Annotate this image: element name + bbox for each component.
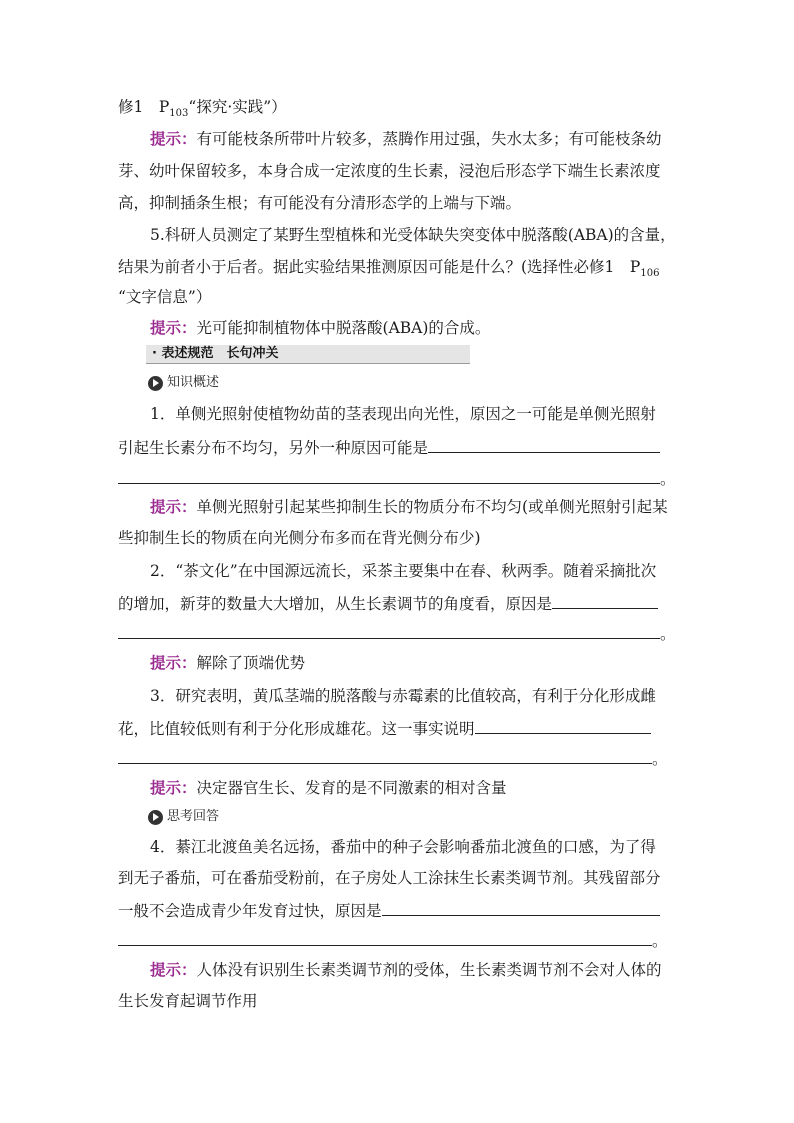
hint-label: 提示： <box>150 497 197 516</box>
q4-line1: 4．綦江北渡鱼美名远扬，番茄中的种子会影响番茄北渡鱼的口感，为了得 <box>150 838 656 856</box>
hint-label: 提示： <box>150 129 197 148</box>
q5-hint-text: 光可能抑制植物体中脱落酸(ABA)的合成。 <box>196 319 491 337</box>
q2-line3 <box>118 622 676 644</box>
q3-line3 <box>118 747 668 769</box>
q4-text3: 一般不会造成青少年发育过快，原因是 <box>118 902 382 920</box>
q4-hint-line1 <box>150 960 662 980</box>
q5-line2 <box>118 257 659 284</box>
q4-answer-blank1[interactable] <box>382 899 660 916</box>
q3-text2: 花，比值较低则有利于分化形成雄花。这一事实说明 <box>118 720 475 738</box>
q4-answer-blank2[interactable] <box>118 929 652 946</box>
hint-label: 提示： <box>150 318 197 337</box>
q3-answer-blank2[interactable] <box>118 747 652 764</box>
q2-text2: 的增加，新芽的数量大大增加，从生长素调节的角度看，原因是 <box>118 595 553 613</box>
section-band-title: · 表述规范 长句冲关 <box>152 346 279 361</box>
q1-period: 。 <box>660 470 676 488</box>
q2-answer-blank2[interactable] <box>118 622 660 639</box>
q1-hint-line2: 些抑制生长的物质在向光侧分布多而在背光侧分布少) <box>118 529 481 547</box>
q2-hint-text: 解除了顶端优势 <box>196 654 306 672</box>
subsection-think <box>148 808 219 826</box>
q5-line1: 5.科研人员测定了某野生型植株和光受体缺失突变体中脱落酸(ABA)的含量， <box>150 226 676 244</box>
reference-page-sub: 103 <box>169 108 189 120</box>
q2-hint <box>150 653 305 673</box>
q4-line2: 到无子番茄，可在番茄受粉前，在子房处人工涂抹生长素类调节剂。其残留部分 <box>118 869 661 887</box>
play-circle-icon <box>148 376 163 391</box>
q3-period: 。 <box>652 750 668 768</box>
q1-hint-line1 <box>150 497 668 517</box>
q1-line1: 1．单侧光照射使植物幼苗的茎表现出向光性，原因之一可能是单侧光照射 <box>150 405 656 423</box>
q1-answer-blank1[interactable] <box>428 436 660 453</box>
subsection-think-title: 思考回答 <box>167 809 220 824</box>
hint-label: 提示： <box>150 653 197 672</box>
q5-page-sub: 106 <box>640 268 660 280</box>
hint-a-text1: 有可能枝条所带叶片较多，蒸腾作用过强，失水太多；有可能枝条幼 <box>196 130 662 148</box>
q5-hint <box>150 318 490 338</box>
q1-hint-text1: 单侧光照射引起某些抑制生长的物质分布不均匀(或单侧光照射引起某 <box>196 498 668 516</box>
q2-line1: 2．“茶文化”在中国源远流长，采茶主要集中在春、秋两季。随着采摘批次 <box>150 562 657 580</box>
hint-label: 提示： <box>150 778 197 797</box>
q4-hint-text1: 人体没有识别生长素类调节剂的受体，生长素类调节剂不会对人体的 <box>196 961 662 979</box>
hint-a-line3: 高，抑制插条生根；有可能没有分清形态学的上端与下端。 <box>118 194 522 212</box>
q4-hint-line2: 生长发育起调节作用 <box>118 992 258 1010</box>
q5-line3: “文字信息”） <box>118 288 212 306</box>
q3-line2 <box>118 717 651 739</box>
q2-period: 。 <box>660 625 676 643</box>
q2-answer-blank1[interactable] <box>552 592 658 609</box>
q3-hint-text: 决定器官生长、发育的是不同激素的相对含量 <box>196 779 507 797</box>
q4-period: 。 <box>652 932 668 950</box>
q4-line3 <box>118 899 660 921</box>
q1-line3 <box>118 467 676 489</box>
q4-line4 <box>118 929 668 951</box>
hint-a-line1 <box>150 129 662 149</box>
hint-a-line2: 芽、幼叶保留较多，本身合成一定浓度的生长素，浸泡后形态学下端生长素浓度 <box>118 162 661 180</box>
q2-line2 <box>118 592 658 614</box>
subsection-knowledge-title: 知识概述 <box>167 375 220 390</box>
q1-text2: 引起生长素分布不均匀，另外一种原因可能是 <box>118 439 429 457</box>
q3-hint <box>150 778 507 798</box>
play-circle-icon <box>148 810 163 825</box>
q3-line1: 3．研究表明，黄瓜茎端的脱落酸与赤霉素的比值较高，有利于分化形成雌 <box>150 687 656 705</box>
q3-answer-blank1[interactable] <box>475 717 651 734</box>
section-band <box>146 345 470 364</box>
hint-label: 提示： <box>150 960 197 979</box>
q1-answer-blank2[interactable] <box>118 467 660 484</box>
q1-line2 <box>118 436 660 458</box>
reference-line <box>118 97 287 124</box>
q5-text2: 结果为前者小于后者。据此实验结果推测原因可能是什么？(选择性必修1 P <box>118 258 641 276</box>
subsection-knowledge <box>148 374 219 392</box>
reference-prefix: 修1 P <box>118 98 170 116</box>
reference-suffix: “探究·实践”） <box>188 98 287 116</box>
